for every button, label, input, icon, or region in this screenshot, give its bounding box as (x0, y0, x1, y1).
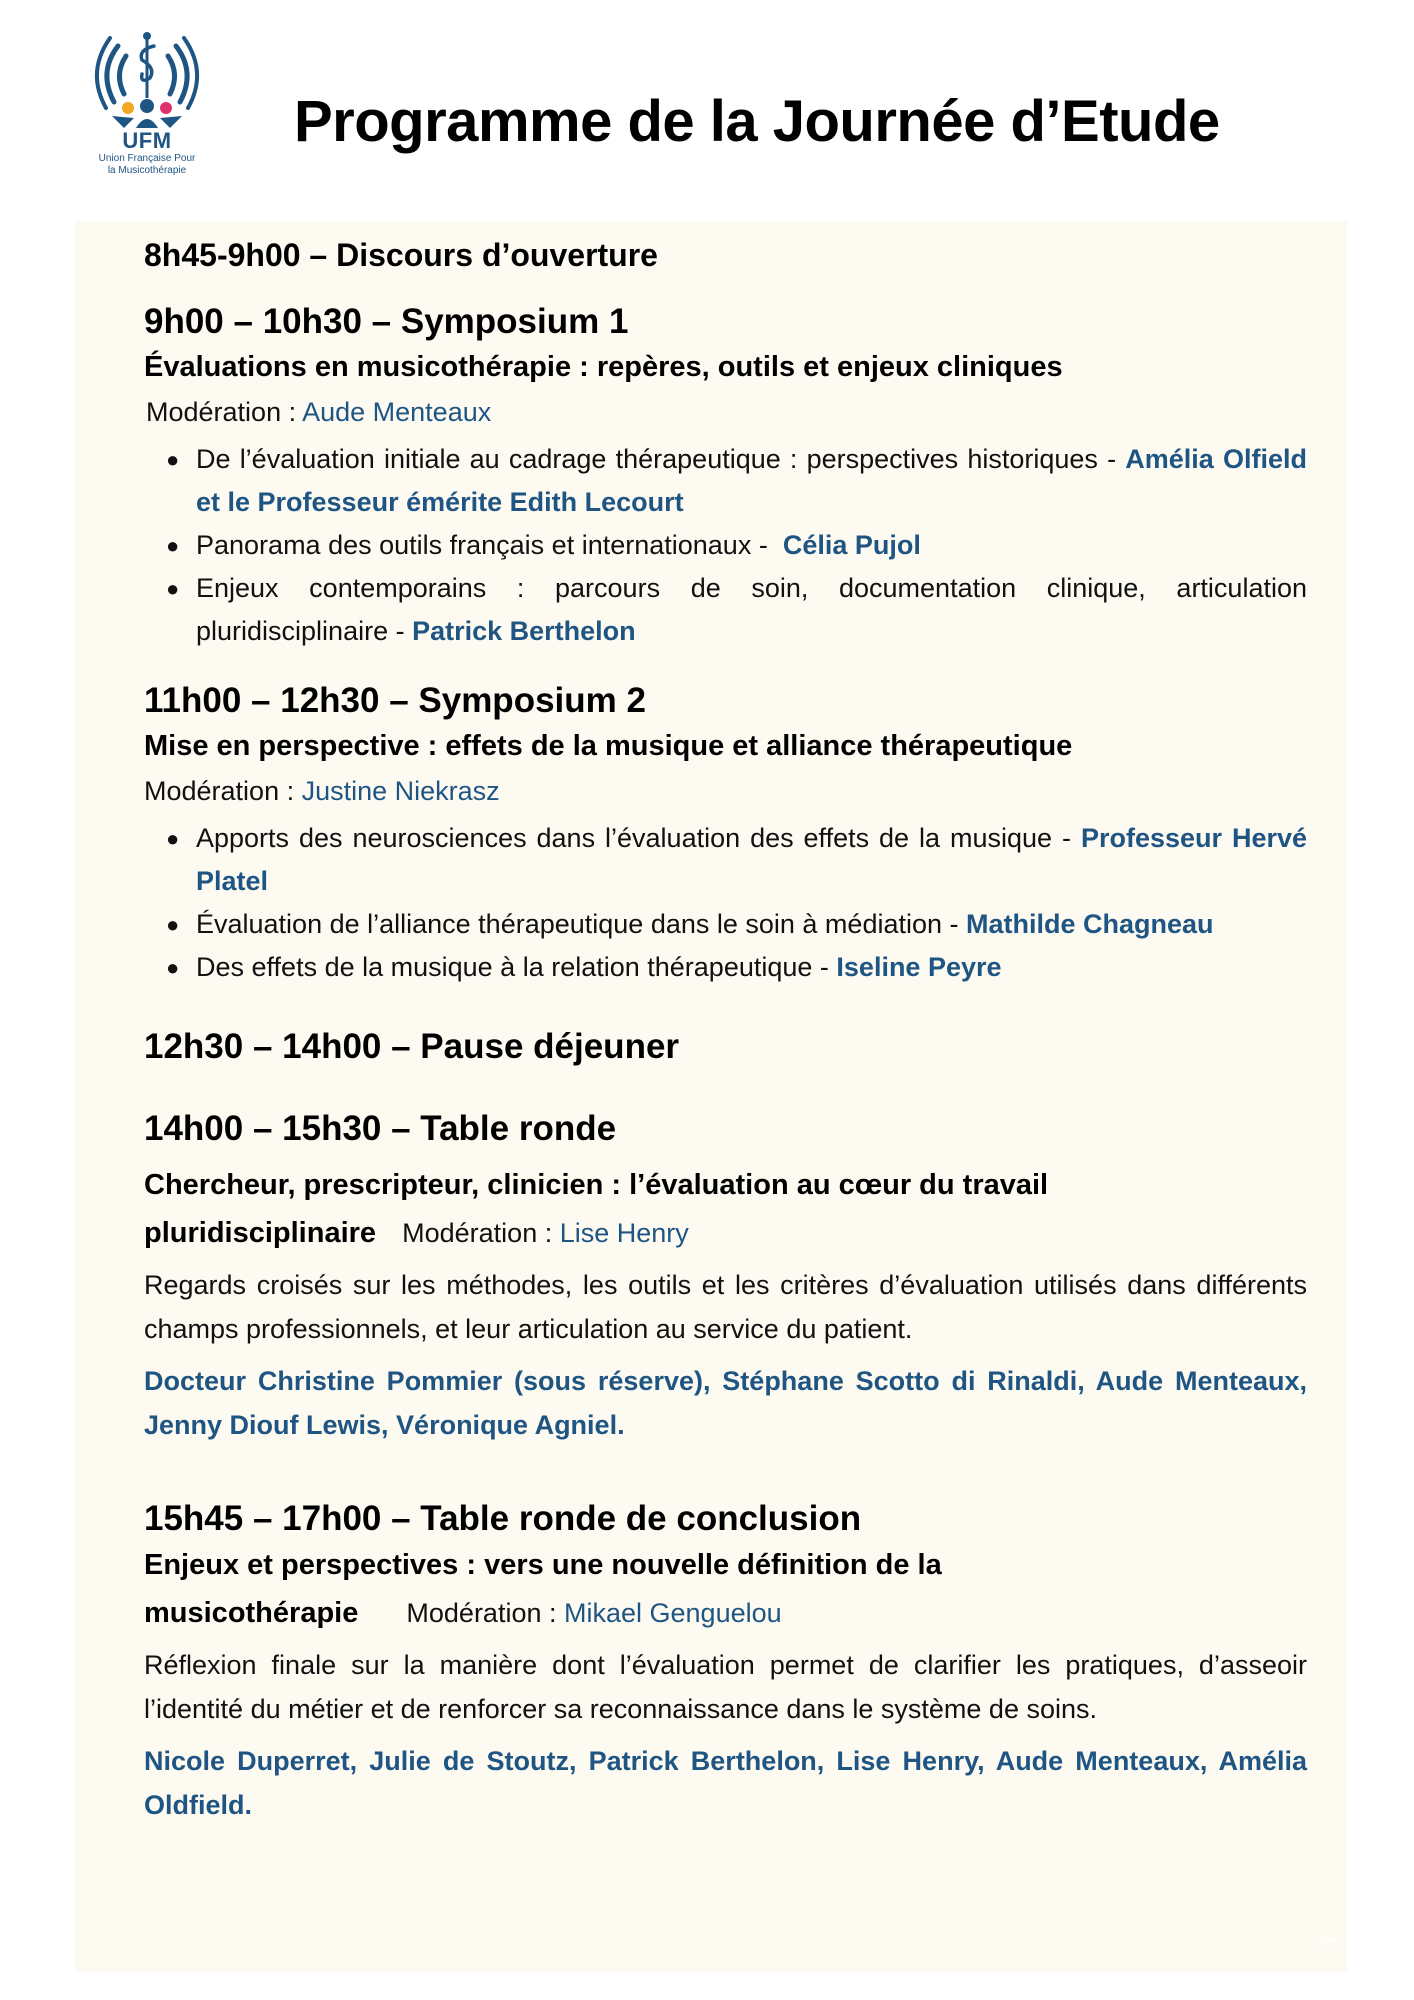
talk-speaker: Mathilde Chagneau (966, 909, 1214, 939)
session-subtitle-line1: Chercheur, prescripteur, clinicien : l’évaluation au cœur du travail (144, 1169, 1049, 1201)
talk-title: Apports des neurosciences dans l’évaluation des effets de la musique - (196, 823, 1081, 853)
bullet-icon: ● (166, 826, 180, 851)
session-description: Regards croisés sur les méthodes, les outils et les critères d’évaluation utilisés dans différents champs professionnels, et leur articulation au service du patient. (144, 1270, 1307, 1344)
session-subtitle-line2: musicothérapie (144, 1597, 359, 1629)
session-time-title: 9h00 – 10h30 – Symposium 1 (144, 302, 629, 341)
programme-panel (75, 221, 1347, 1972)
session-lunch (144, 1025, 1307, 1069)
page-title: Programme de la Journée d’Etude (294, 89, 1220, 154)
talk-item (166, 524, 1307, 567)
talk-list (144, 817, 1307, 989)
talk-title: De l’évaluation initiale au cadrage thérapeutique : perspectives historiques - (196, 444, 1126, 474)
session-conclusion (144, 1497, 1307, 1827)
session-subtitle-line1: Enjeux et perspectives : vers une nouvelle définition de la (144, 1549, 942, 1581)
talk-title: Évaluation de l’alliance thérapeutique dans le soin à médiation - (196, 909, 967, 939)
talk-item (166, 438, 1307, 524)
session-time-title: 15h45 – 17h00 – Table ronde de conclusion (144, 1499, 862, 1538)
moderation (144, 769, 1307, 813)
talk-item (166, 946, 1307, 989)
page-number: 3 (1317, 1936, 1343, 1950)
bullet-icon: ● (166, 955, 180, 980)
logo-abbreviation: UFM (122, 128, 172, 153)
session-symposium-1 (144, 300, 1307, 653)
moderator-name: Justine Niekrasz (301, 776, 500, 806)
bullet-icon: ● (166, 447, 180, 472)
moderation-label: Modération : (146, 397, 303, 427)
talk-speaker: Patrick Berthelon (412, 616, 636, 646)
talk-list (144, 438, 1307, 653)
session-symposium-2 (144, 679, 1307, 989)
moderator-name: Lise Henry (559, 1218, 689, 1248)
moderation-label: Modération : (402, 1218, 560, 1248)
session-speakers: Docteur Christine Pommier (sous réserve), Stéphane Scotto di Rinaldi, Aude Menteaux, Jenny Diouf Lewis, Véronique Agniel. (144, 1366, 1307, 1440)
logo-org-name-line2: la Musicothérapie (107, 165, 187, 176)
moderation (406, 1598, 781, 1628)
moderation (146, 390, 1307, 434)
session-opening (144, 221, 1307, 275)
talk-item (166, 817, 1308, 903)
session-subtitle (144, 1161, 1307, 1257)
session-time-title: 12h30 – 14h00 – Pause déjeuner (144, 1027, 680, 1066)
moderation (402, 1218, 689, 1248)
session-time-title: 14h00 – 15h30 – Table ronde (144, 1109, 617, 1148)
bullet-icon: ● (166, 533, 180, 558)
bullet-icon: ● (166, 912, 180, 937)
logo-org-name-line1: Union Française Pour (98, 153, 196, 164)
logo-emblem-icon (84, 32, 210, 128)
talk-item (166, 567, 1307, 653)
session-speakers: Nicole Duperret, Julie de Stoutz, Patrick Berthelon, Lise Henry, Aude Menteaux, Amélia Oldfield. (144, 1746, 1307, 1820)
talk-item (166, 903, 1307, 946)
programme-content (144, 221, 1307, 1827)
talk-speaker: Iseline Peyre (836, 952, 1002, 982)
session-subtitle: Évaluations en musicothérapie : repères, outils et enjeux cliniques (144, 351, 1063, 383)
session-subtitle-line2: pluridisciplinaire (144, 1217, 377, 1249)
moderation-label: Modération : (406, 1598, 564, 1628)
moderation-label: Modération : (144, 776, 302, 806)
talk-speaker: Amélia Olfield et le Professeur émérite Edith Lecourt (196, 444, 1307, 517)
session-roundtable (144, 1107, 1307, 1447)
talk-title: Panorama des outils français et internationaux - (196, 530, 783, 560)
session-time-title: 8h45-9h00 – Discours d’ouverture (144, 237, 658, 273)
talk-speaker: Célia Pujol (782, 530, 921, 560)
ufm-logo (84, 32, 210, 182)
moderator-name: Aude Menteaux (302, 397, 492, 427)
talk-speaker: Professeur Hervé Platel (196, 823, 1308, 896)
session-time-title: 11h00 – 12h30 – Symposium 2 (144, 681, 646, 720)
session-subtitle (144, 1541, 1307, 1637)
talk-title: Enjeux contemporains : parcours de soin, documentation clinique, articulation pluridisciplinaire - (196, 573, 1307, 646)
talk-title: Des effets de la musique à la relation thérapeutique - (196, 952, 837, 982)
moderator-name: Mikael Genguelou (564, 1598, 782, 1628)
bullet-icon: ● (166, 576, 180, 601)
session-subtitle: Mise en perspective : effets de la musique et alliance thérapeutique (144, 730, 1073, 762)
session-description: Réflexion finale sur la manière dont l’évaluation permet de clarifier les pratiques, d’asseoir l’identité du métier et de renforcer sa reconnaissance dans le système de soins. (144, 1650, 1307, 1724)
